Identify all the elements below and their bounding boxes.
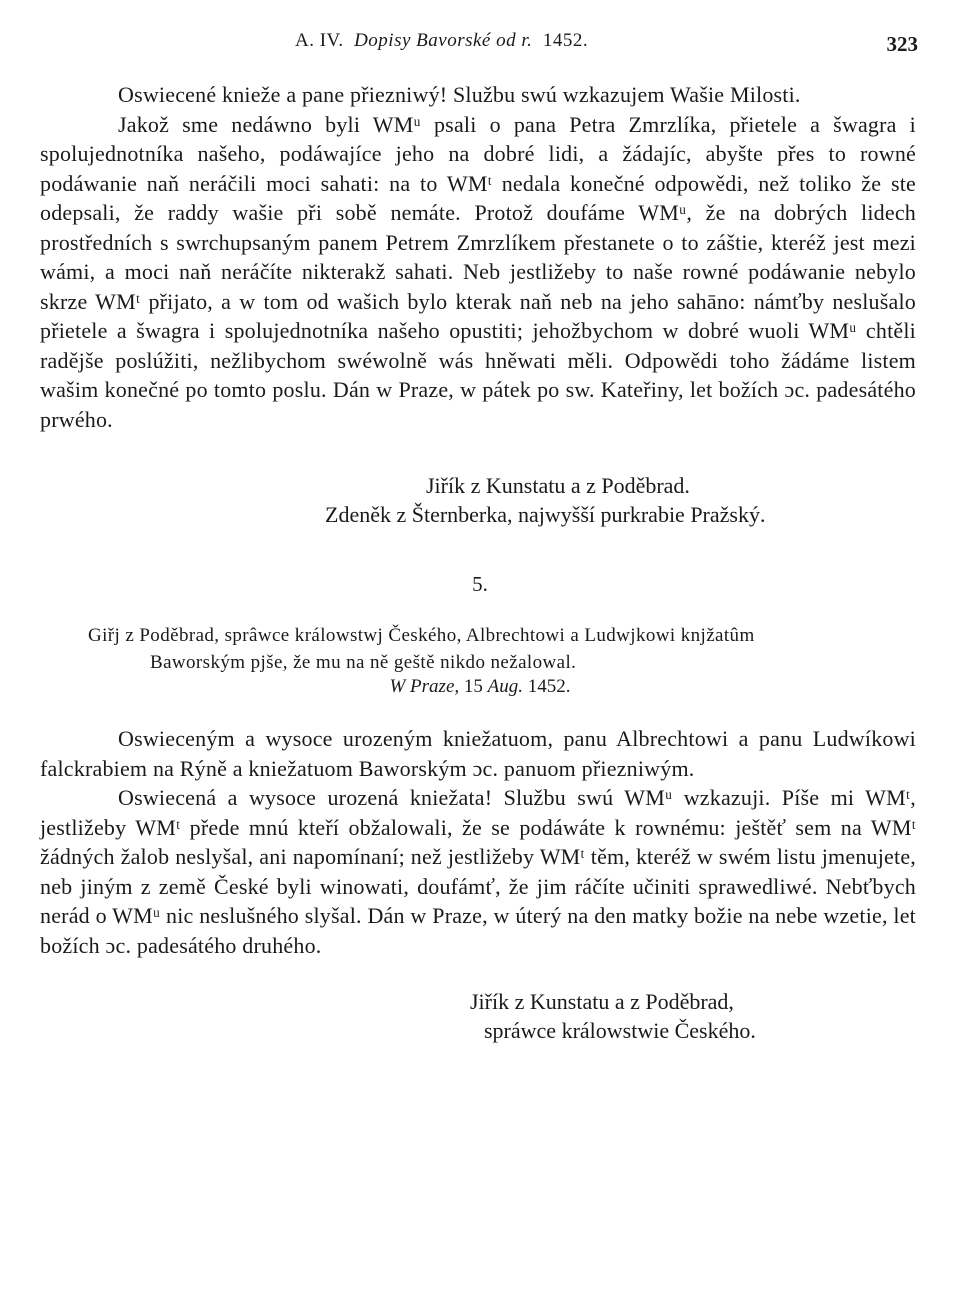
letter-5-dateline xyxy=(0,676,960,698)
dateline-day: 15 xyxy=(463,676,483,697)
running-head xyxy=(295,30,588,52)
dateline-year: 1452. xyxy=(527,676,571,697)
letter-4-signature-1: Jiřík z Kunstatu a z Poděbrad. xyxy=(426,473,690,498)
letter-4-salutation: Oswiecené knieže a pane přiezniwý! Službu swú wzkazujem Wašie Milosti. xyxy=(118,82,801,107)
letter-4-text xyxy=(40,80,916,434)
running-head-title: Dopisy Bavorské od r. xyxy=(354,30,533,51)
letter-5-text xyxy=(40,724,916,960)
dateline-month: Aug. xyxy=(487,676,523,697)
dateline-place: W Praze, xyxy=(389,676,460,697)
letter-4-body: Jakož sme nedáwno byli WMᵘ psali o pana Petra Zmrzlíka, přietele a šwagra i spolujednotníka našeho, podáwajíce jeho na dobré lidi, a žádajíc, abyšte přes to rowné podáwanie naň neráčili moci sahati: na to WMᵗ nedala konečné odpowědi, než toliko že ste odepsali, že raddy wašie při sobě nemáte. Protož doufáme WMᵘ, že na dobrých lidech prostředních s swrchupsaným panem Petrem Zmrzlíkem přestanete o to záštie, kteréž jest mezi wámi, a moci naň neráčíte nikterakž sahati. Neb jestližeby to naše rowné podáwanie nebylo skrze WMᵗ přijato, a w tom od wašich bylo kterak naň neb na jeho sahāno: námťby neslušalo přietele a šwagra i spolujednotníka našeho opustiti; jehožbychom w dobré wuoli WMᵘ chtěli radějše poslúžiti, nežlibychom swéwolně wás hněwati měli. Odpowědi toho žádáme listem wašim konečné po tomto poslu. Dán w Praze, w pátek po sw. Kateřiny, let božích ɔc. padesátého prwého. xyxy=(40,111,916,432)
letter-5-regest-line-1: Giřj z Poděbrad, sprâwce králowstwj Českého, Albrechtowi a Ludwjkowi knjžatûm xyxy=(88,625,755,646)
letter-5-regest-line-2: Baworským pjše, že mu na ně geště nikdo nežalowal. xyxy=(150,652,577,673)
running-head-year: 1452. xyxy=(542,30,589,51)
letter-4-signature-2: Zdeněk z Šternberka, najwyšší purkrabie Pražský. xyxy=(325,502,766,527)
letter-5-regest xyxy=(88,622,914,676)
page-number: 323 xyxy=(886,32,918,56)
letter-5-body: Oswiecená a wysoce urozená kniežata! Službu swú WMᵘ wzkazuji. Píše mi WMᵗ, jestližeby WMᵗ přede mnú kteří obžalowali, že se podáwáte k rownému: ještěť sem na WMᵗ žádných žalob neslyšal, ani napomínaní; než jestližeby WMᵗ těm, kteréž w swém listu jmenujete, neb jiným z země České byli winowati, doufámť, že jim ráčíte učiniti sprawedliwé. Nebťbych nerád o WMᵘ nic neslušného slyšal. Dán w Praze, w úterý na den matky božie na nebe wzetie, let božích ɔc. padesátého druhého. xyxy=(40,785,916,958)
letter-5-number: 5. xyxy=(472,572,488,596)
letter-5-address: Oswieceným a wysoce urozeným kniežatuom, panu Albrechtowi a panu Ludwíkowi falckrabiem na Rýně a kniežatuom Baworským ɔc. panuom přiezniwým. xyxy=(40,726,916,781)
letter-5-signature-2: spráwce králowstwie Českého. xyxy=(484,1018,756,1043)
running-head-section: A. IV. xyxy=(295,30,344,51)
letter-5-signature-1: Jiřík z Kunstatu a z Poděbrad, xyxy=(470,989,734,1014)
